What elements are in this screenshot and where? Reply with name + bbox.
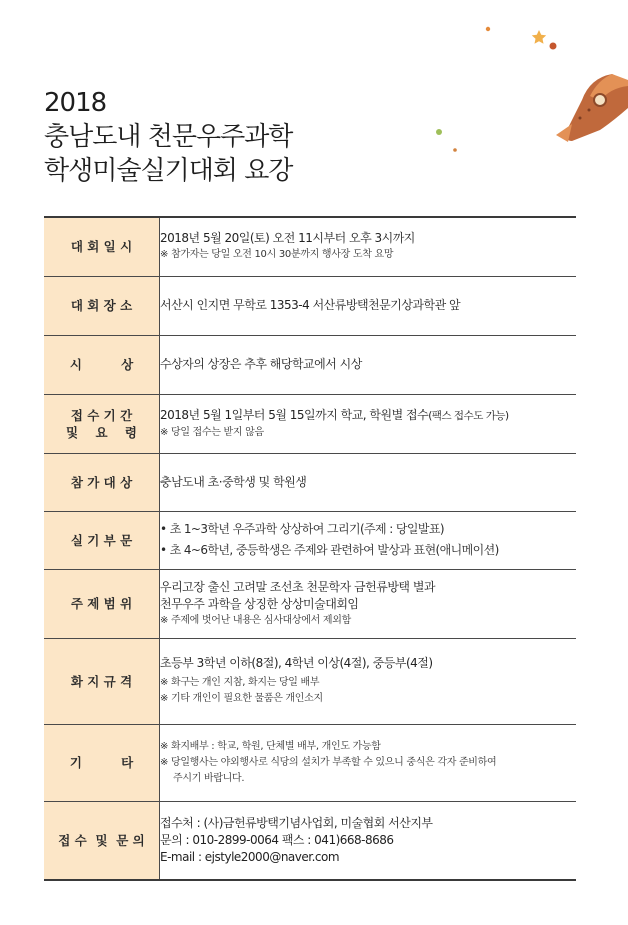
content-note: ※ 참가자는 당일 오전 10시 30분까지 행사장 도착 요망 <box>160 249 394 261</box>
row-label: 접 수 기 간 및 요 령 <box>44 394 160 453</box>
content-line: 서산시 인지면 무학로 1353-4 서산류방택천문기상과학관 앞 <box>160 298 461 312</box>
content-line: 수상자의 상장은 추후 해당학교에서 시상 <box>160 357 362 371</box>
content-line: 우리고장 출신 고려말 조선초 천문학자 금헌류방택 별과 <box>160 579 436 594</box>
list-item: • 초 4~6학년, 중등학생은 주제와 관련하여 발상과 표현(애니메이션) <box>160 543 499 557</box>
content-line: 초등부 3학년 이하(8절), 4학년 이상(4절), 중등부(4절) <box>160 656 433 670</box>
content-line: 문의 : 010-2899-0064 팩스 : 041)668-8686 <box>160 832 394 847</box>
row-label: 기 타 <box>44 724 160 801</box>
star-icon <box>532 30 546 44</box>
row-content <box>160 569 577 638</box>
content-line: 충남도내 초·중학생 및 학원생 <box>160 474 307 489</box>
row-label: 대 회 일 시 <box>44 217 160 276</box>
row-label: 실 기 부 문 <box>44 511 160 569</box>
row-content <box>160 217 577 276</box>
row-content <box>160 724 577 801</box>
row-content <box>160 394 577 453</box>
table-row-theme <box>44 569 576 638</box>
table-row-venue <box>44 276 576 335</box>
table-row-category <box>44 511 576 569</box>
table-row-registration <box>44 394 576 453</box>
row-label: 주 제 범 위 <box>44 569 160 638</box>
content-note: ※ 당일행사는 야외행사로 식당의 설치가 부족할 수 있으니 중식은 각자 준비하여 <box>160 756 497 768</box>
title-line-2: 학생미술실기대회 요강 <box>44 156 293 186</box>
rocket-icon <box>556 74 628 142</box>
table-row-contact <box>44 801 576 880</box>
content-note: ※ 화지배부 : 학교, 학원, 단체별 배부, 개인도 가능함 <box>160 740 381 752</box>
content-line: 접수처 : (사)금헌류방택기념사업회, 미술협회 서산지부 <box>160 815 433 830</box>
row-content <box>160 276 577 335</box>
content-line: 천무우주 과학을 상징한 상상미술대회임 <box>160 596 359 611</box>
content-note: 주시기 바랍니다. <box>173 772 245 784</box>
row-content <box>160 453 577 511</box>
row-label: 참 가 대 상 <box>44 453 160 511</box>
row-content <box>160 801 577 880</box>
table-row-eligibility <box>44 453 576 511</box>
title-year: 2018 <box>44 88 107 118</box>
info-table <box>44 216 576 881</box>
row-label: 시 상 <box>44 335 160 394</box>
table-row-award <box>44 335 576 394</box>
row-label: 화 지 규 격 <box>44 638 160 724</box>
table-row-date <box>44 217 576 276</box>
row-label: 대 회 장 소 <box>44 276 160 335</box>
content-note: ※ 기타 개인이 필요한 물품은 개인소지 <box>160 693 323 704</box>
dot-decoration <box>486 27 490 31</box>
content-note: ※ 당일 접수는 받지 않음 <box>160 426 264 438</box>
title-block <box>44 86 292 188</box>
row-label: 접 수 및 문 의 <box>44 801 160 880</box>
table-row-etc <box>44 724 576 801</box>
contact-email: E-mail : ejstyle2000@naver.com <box>160 849 340 864</box>
row-content <box>160 638 577 724</box>
content-note: ※ 주제에 벗어난 내용은 심사대상에서 제외함 <box>160 614 351 626</box>
dot-decoration <box>453 148 457 152</box>
list-item: • 초 1~3학년 우주과학 상상하여 그리기(주제 : 당일발표) <box>160 522 444 536</box>
title-line-1: 충남도내 천문우주과학 <box>44 122 293 152</box>
table-row-paper-size <box>44 638 576 724</box>
content-line: 2018년 5월 1일부터 5월 15일까지 학교, 학원별 접수(팩스 접수도 가능) <box>160 407 509 422</box>
dot-decoration <box>550 43 557 50</box>
row-content <box>160 335 577 394</box>
content-line: 2018년 5월 20일(토) 오전 11시부터 오후 3시까지 <box>160 231 415 246</box>
planet-icon <box>436 129 442 135</box>
row-content <box>160 511 577 569</box>
content-note: ※ 화구는 개인 지참, 화지는 당일 배부 <box>160 677 320 688</box>
